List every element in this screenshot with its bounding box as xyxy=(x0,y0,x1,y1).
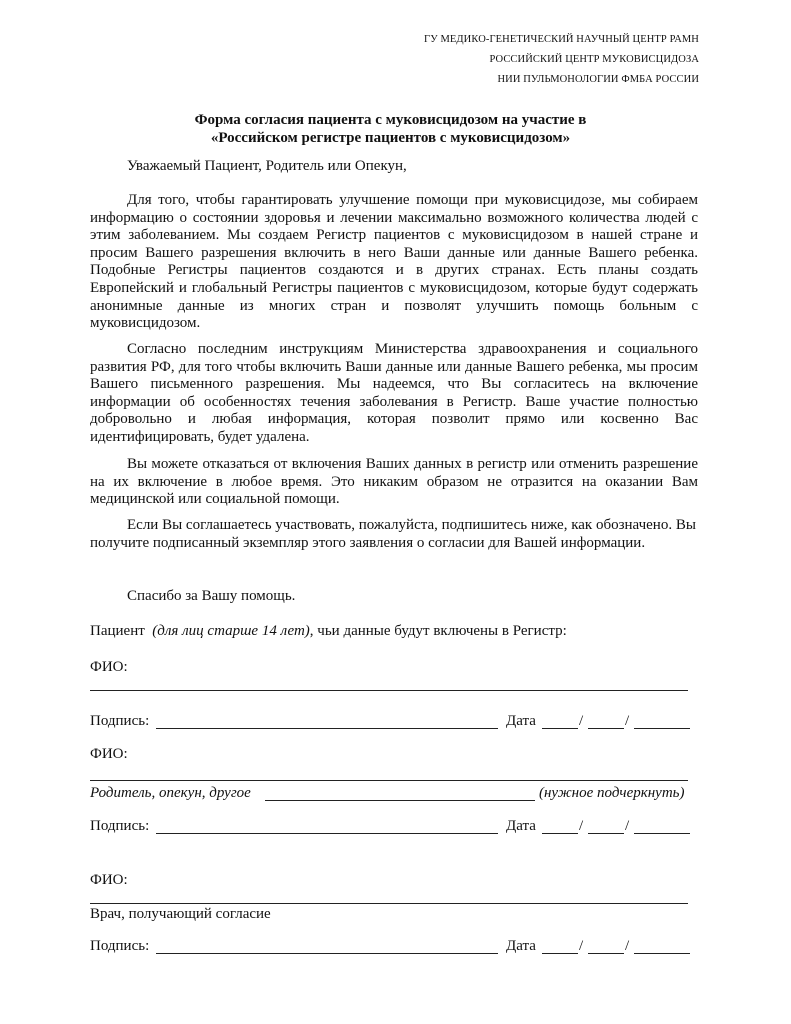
patient-date-day[interactable] xyxy=(542,728,578,729)
greeting: Уважаемый Пациент, Родитель или Опекун, xyxy=(127,158,407,174)
date-separator: / xyxy=(579,713,584,729)
doctor-signature-label: Подпись: xyxy=(90,938,150,954)
paragraph-4: Если Вы соглашаетесь участвовать, пожалуйста, подпишитесь ниже, как обозначено. Вы получите подписанный экземпляр этого заявления о согласии для Вашей информации. xyxy=(90,517,696,551)
parent-relation-line[interactable] xyxy=(265,800,535,801)
parent-date-label: Дата xyxy=(506,818,536,834)
doctor-signature-line[interactable] xyxy=(156,953,498,954)
doctor-date-day[interactable] xyxy=(542,953,578,954)
doctor-label: Врач, получающий согласие xyxy=(90,906,271,922)
patient-signature-row xyxy=(90,712,690,732)
parent-fio-label: ФИО: xyxy=(90,746,128,762)
thanks-line: Спасибо за Вашу помощь. xyxy=(127,588,296,604)
patient-fio-label: ФИО: xyxy=(90,659,128,675)
date-separator: / xyxy=(579,938,584,954)
parent-date-year[interactable] xyxy=(634,833,690,834)
patient-date-year[interactable] xyxy=(634,728,690,729)
title-line-2: «Российском регистре пациентов с муковисцидозом» xyxy=(210,130,571,146)
patient-prefix: Пациент xyxy=(90,623,145,639)
date-separator: / xyxy=(625,938,630,954)
paragraph-3: Вы можете отказаться от включения Ваших данных в регистр или отменить разрешение на их включение в любое время. Это никаким образом не отразится на оказании Вам медицинской или социальной помощи. xyxy=(90,456,698,508)
org-line-1: ГУ МЕДИКО-ГЕНЕТИЧЕСКИЙ НАУЧНЫЙ ЦЕНТР РАМН xyxy=(424,34,699,45)
doctor-fio-label: ФИО: xyxy=(90,872,128,888)
document-title xyxy=(90,111,691,147)
organization-header xyxy=(424,30,699,90)
patient-date-month[interactable] xyxy=(588,728,624,729)
doctor-date-year[interactable] xyxy=(634,953,690,954)
org-line-3: НИИ ПУЛЬМОНОЛОГИИ ФМБА РОССИИ xyxy=(497,74,699,85)
date-separator: / xyxy=(625,713,630,729)
doctor-signature-row xyxy=(90,937,690,957)
title-line-1: Форма согласия пациента с муковисцидозом на участие в xyxy=(194,112,587,128)
patient-intro xyxy=(90,623,698,641)
parent-signature-row xyxy=(90,817,690,837)
patient-age-note: (для лиц старше 14 лет) xyxy=(152,623,310,639)
doctor-date-label: Дата xyxy=(506,938,536,954)
patient-signature-label: Подпись: xyxy=(90,713,150,729)
parent-date-day[interactable] xyxy=(542,833,578,834)
org-line-2: РОССИЙСКИЙ ЦЕНТР МУКОВИСЦИДОЗА xyxy=(489,54,699,65)
patient-signature-line[interactable] xyxy=(156,728,498,729)
doctor-date-month[interactable] xyxy=(588,953,624,954)
date-separator: / xyxy=(625,818,630,834)
paragraph-1: Для того, чтобы гарантировать улучшение помощи при муковисцидозе, мы собираем информацию о состоянии здоровья и лечении максимально возможного количества людей с этим заболеванием. Мы создаем Регистр пациентов с муковисцидозом в нашей стране и просим Вашего разрешения включить в него Ваши данные или данные Вашего ребенка. Подобные Регистры пациентов создаются и в других странах. Есть планы создать Европейский и глобальный Регистры пациентов с муковисцидозом, которые будут содержать анонимные данные из многих стран и позволят улучшить помощь больным с муковисцидозом. xyxy=(90,192,698,332)
doctor-fio-line[interactable] xyxy=(90,903,688,904)
parent-relation-label: Родитель, опекун, другое xyxy=(90,785,251,801)
paragraph-2: Согласно последним инструкциям Министерства здравоохранения и социального развития РФ, для того чтобы включить Ваши данные или данные Вашего ребенка, мы просим Вашего письменного разрешения. Мы надеемся, что Вы согласитесь на включение информации об особенностях течения заболевания в Регистр. Ваше участие полностью добровольно и любая информация, которая позволит прямо или косвенно Вас идентифицировать, будет удалена. xyxy=(90,341,698,445)
date-separator: / xyxy=(579,818,584,834)
parent-fio-line[interactable] xyxy=(90,780,688,781)
patient-date-label: Дата xyxy=(506,713,536,729)
parent-signature-label: Подпись: xyxy=(90,818,150,834)
parent-signature-line[interactable] xyxy=(156,833,498,834)
parent-date-month[interactable] xyxy=(588,833,624,834)
parent-relation-note: (нужное подчеркнуть) xyxy=(539,785,685,801)
patient-fio-line[interactable] xyxy=(90,690,688,691)
parent-relation-row xyxy=(90,784,690,804)
patient-suffix: , чьи данные будут включены в Регистр: xyxy=(309,623,567,639)
